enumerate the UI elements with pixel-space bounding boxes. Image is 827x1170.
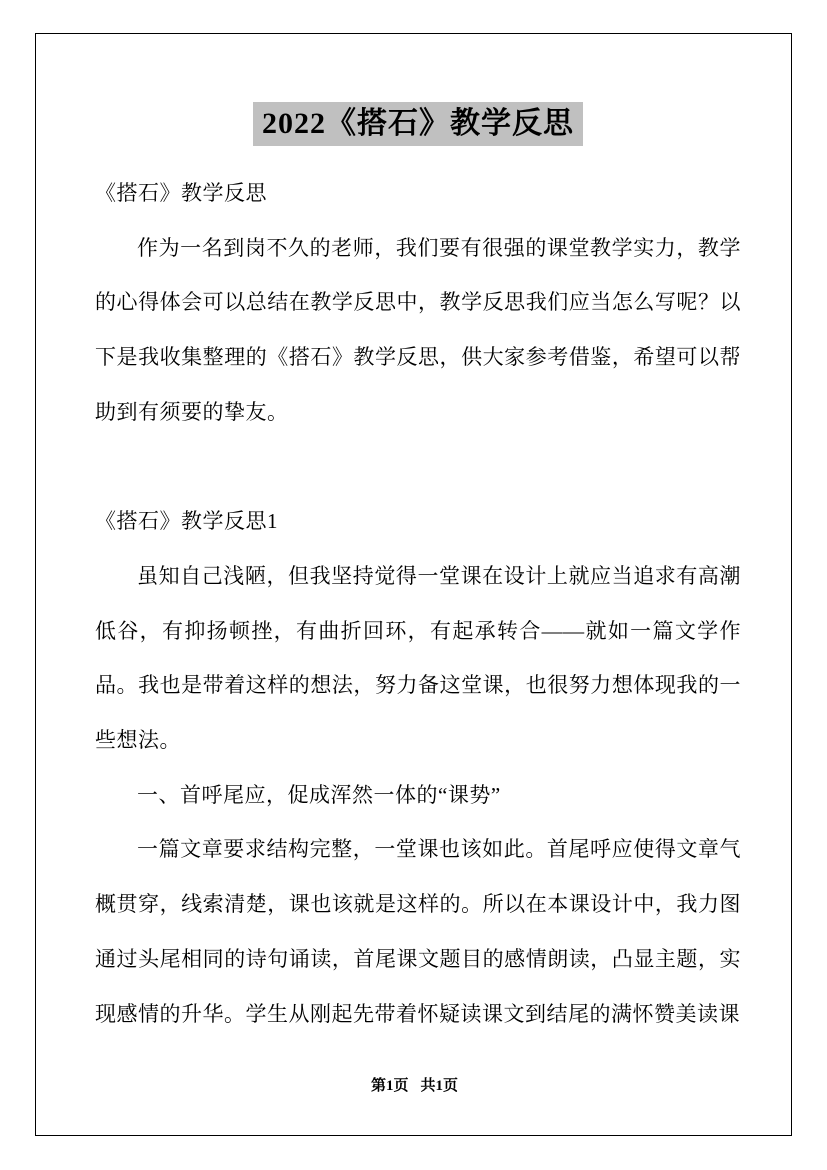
section-heading: 一、首呼尾应，促成浑然一体的“课势” [137,782,501,807]
paragraph-design-thoughts: 虽知自己浅陋，但我坚持觉得一堂课在设计上就应当追求有高潮低谷，有抑扬顿挫，有曲折回环，有起承转合——就如一篇文学作品。我也是带着这样的想法，努力备这堂课，也很努力想体现我的一些想法。 [95,563,741,753]
section-label: 《搭石》教学反思1 [95,509,278,534]
paragraph-structure: 一篇文章要求结构完整，一堂课也该如此。首尾呼应使得文章气概贯穿，线索清楚，课也该就是这样的。所以在本课设计中，我力图通过头尾相同的诗句诵读，首尾课文题目的感情朗读，凸显主题，实现感情的升华。学生从刚起先带着怀疑读课文到结尾的满怀赞美读课 [95,837,741,1026]
document-content [95,100,741,1041]
footer-page-total: 共1页 [420,1078,459,1094]
subtitle: 《搭石》教学反思 [95,181,267,205]
page-title [95,100,741,146]
paragraph-intro: 作为一名到岗不久的老师，我们要有很强的课堂教学实力，教学的心得体会可以总结在教学反思中，教学反思我们应当怎么写呢？以下是我收集整理的《搭石》教学反思，供大家参考借鉴，希望可以帮助到有须要的挚友。 [95,235,741,424]
page-footer [36,1076,793,1096]
page-title-highlight: 2022《搭石》教学反思 [253,102,583,146]
document-body [95,166,741,1041]
blank-line [95,440,741,495]
footer-page-number: 第1页 [370,1078,409,1094]
